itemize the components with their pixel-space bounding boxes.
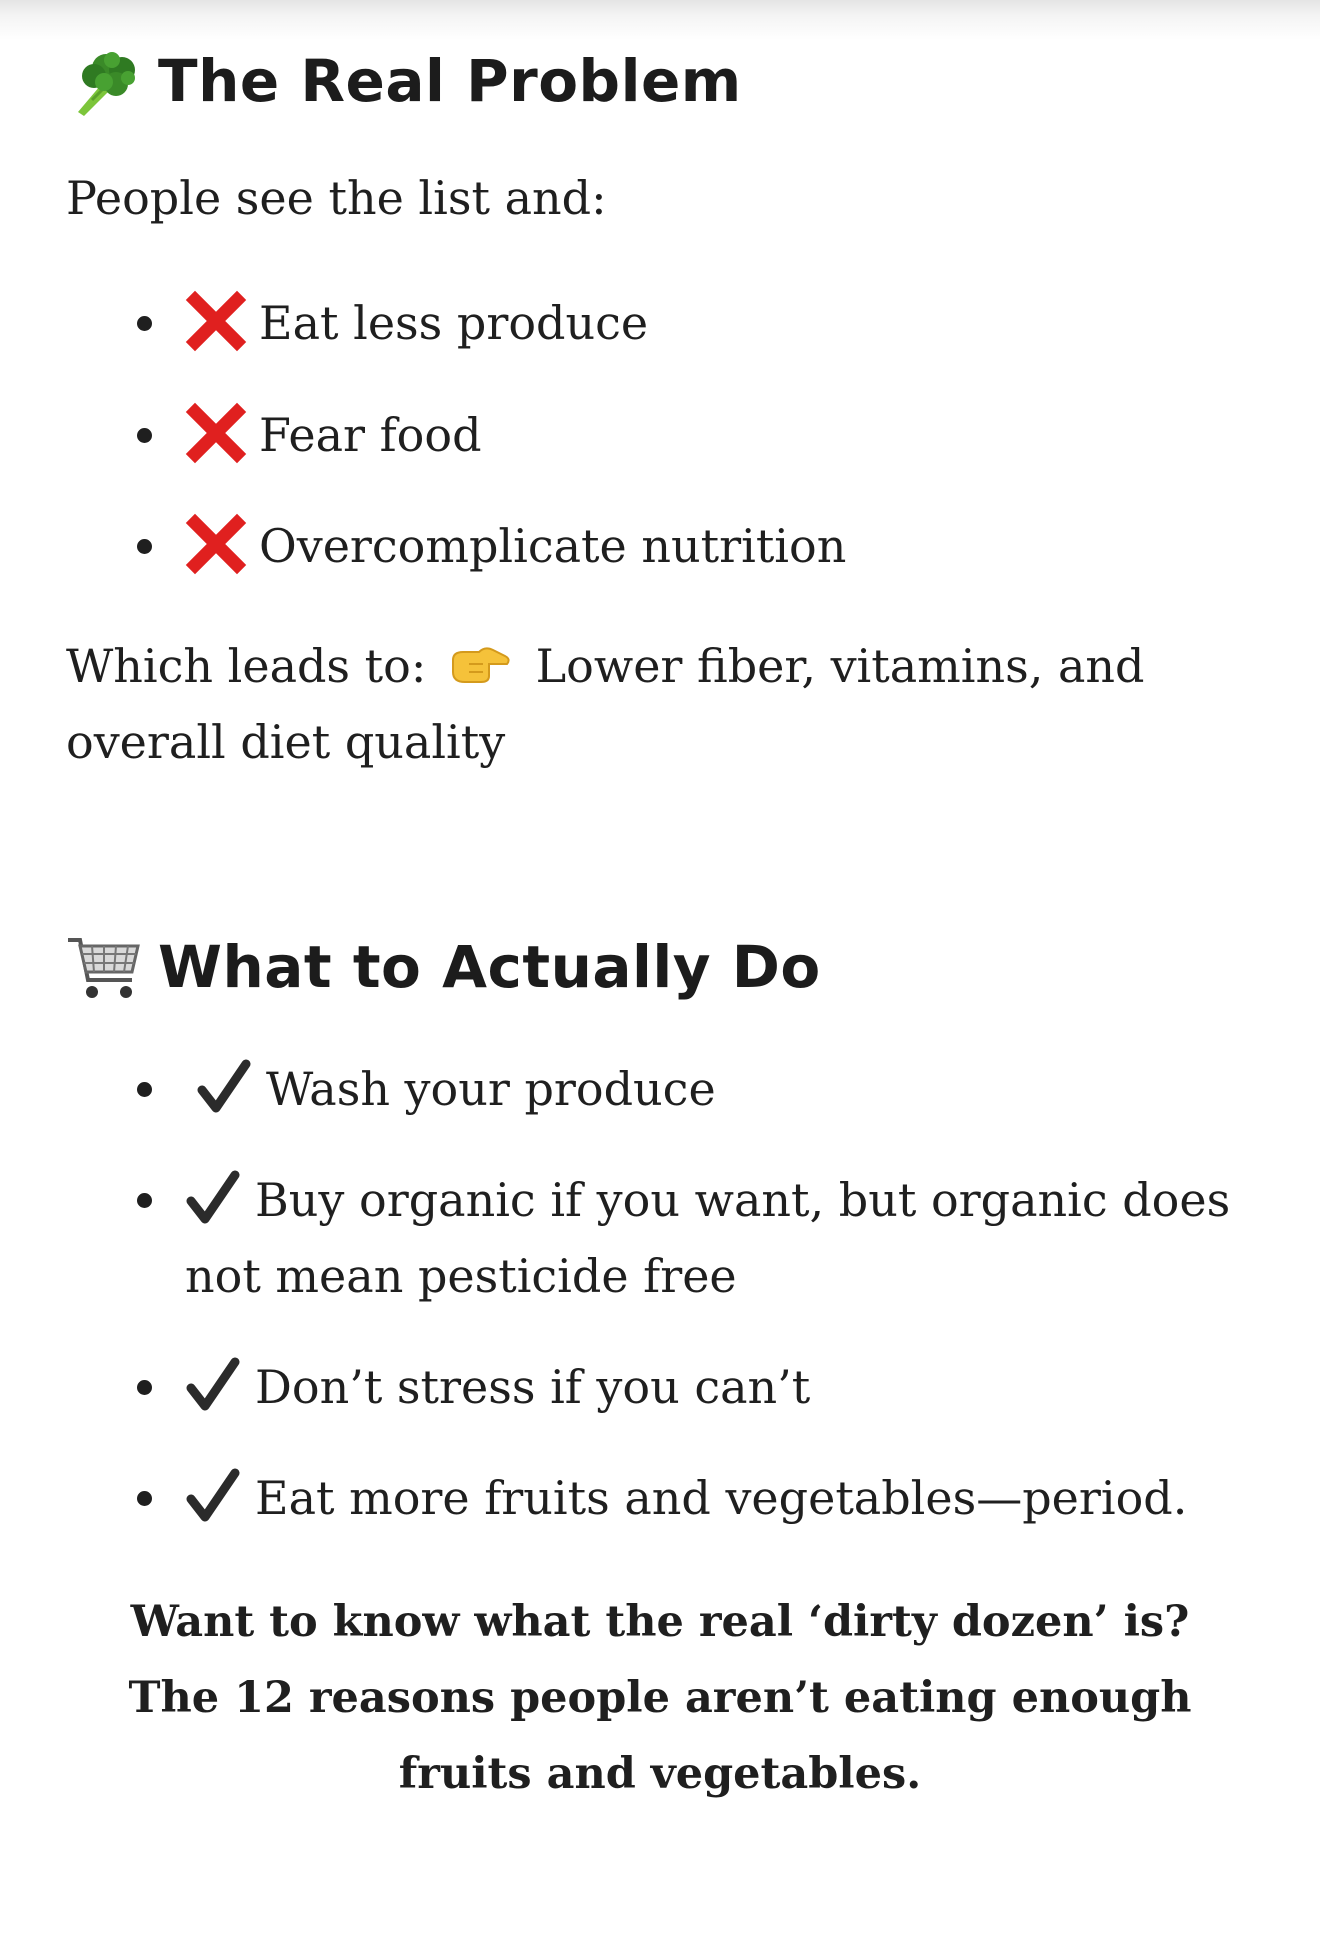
leads-prefix: Which leads to: bbox=[66, 639, 427, 693]
section-heading-text: The Real Problem bbox=[158, 47, 742, 115]
bullet-dot bbox=[137, 316, 152, 331]
bullet-dot bbox=[137, 1380, 152, 1395]
list-item-text: Overcomplicate nutrition bbox=[259, 519, 847, 573]
section-heading-real-problem bbox=[66, 46, 742, 116]
section-heading-text: What to Actually Do bbox=[158, 933, 821, 1001]
cross-mark-icon bbox=[185, 402, 247, 464]
bullet-dot bbox=[137, 1491, 152, 1506]
list-item-text: Eat less produce bbox=[259, 296, 649, 350]
leads-text: Lower fiber, vitamins, and overall diet quality bbox=[66, 639, 1145, 769]
bullet-dot bbox=[137, 1082, 152, 1097]
check-mark-icon bbox=[185, 1169, 241, 1227]
section-heading-what-to-do bbox=[66, 932, 821, 1002]
leads-to-paragraph bbox=[66, 628, 1226, 780]
cross-mark-icon bbox=[185, 290, 247, 352]
pointing-hand-icon bbox=[449, 642, 511, 686]
check-mark-icon bbox=[185, 1467, 241, 1525]
list-item-text: Buy organic if you want, but organic does not mean pesticide free bbox=[185, 1173, 1231, 1303]
list-item-text: Fear food bbox=[259, 408, 482, 462]
cross-mark-icon bbox=[185, 513, 247, 575]
bullet-dot bbox=[137, 539, 152, 554]
closing-paragraph: Want to know what the real ‘dirty dozen’ is? The 12 reasons people aren’t eating enough fruits and vegetables. bbox=[128, 1597, 1192, 1799]
check-mark-icon bbox=[185, 1356, 241, 1414]
list-item-text: Wash your produce bbox=[266, 1062, 716, 1116]
broccoli-icon bbox=[66, 46, 140, 116]
intro-text: People see the list and: bbox=[66, 171, 607, 225]
shopping-cart-icon bbox=[66, 932, 140, 1002]
bullet-dot bbox=[137, 1193, 152, 1208]
list-item-text: Don’t stress if you can’t bbox=[255, 1360, 811, 1414]
check-mark-icon bbox=[196, 1058, 252, 1116]
list-item-text: Eat more fruits and vegetables—period. bbox=[255, 1471, 1188, 1525]
bullet-dot bbox=[137, 428, 152, 443]
